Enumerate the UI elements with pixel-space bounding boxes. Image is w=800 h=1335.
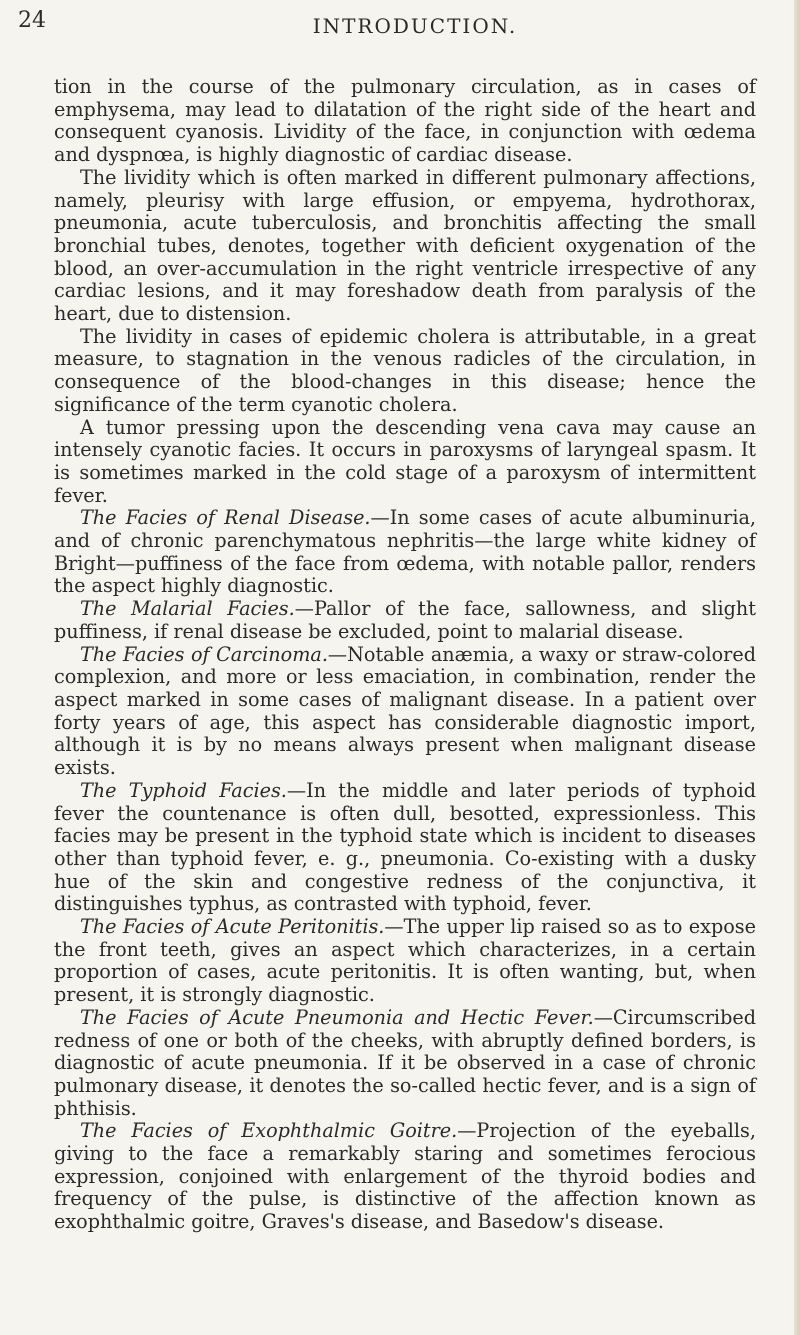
paragraph-text: —Pallor of the face, sallowness, and slight puffiness, if renal disease be excluded, point to malarial disease.: [54, 597, 756, 643]
paragraph-pneumonia-hectic: [54, 1007, 756, 1121]
paragraph-text: A tumor pressing upon the descending vena cava may cause an intensely cyanotic facies. It occurs in paroxysms of laryngeal spasm. It is sometimes marked in the cold stage of a paroxysm of intermittent fever.: [54, 415, 756, 507]
paragraph-text: —In some cases of acute albuminuria, and of chronic parenchymatous nephritis—the large white kidney of Bright—puffiness of the face from œdema, with notable pallor, renders the aspect highly diagnostic.: [54, 506, 756, 598]
page-number: 24: [18, 8, 46, 33]
page-edge: [794, 0, 800, 1335]
paragraph-text: The lividity in cases of epidemic cholera is attributable, in a great measure, to stagnation in the venous radicles of the circulation, in consequence of the blood-changes in this disease; hence the significance of the term cyanotic cholera.: [54, 324, 756, 416]
paragraph-text: —Projection of the eyeballs, giving to the face a remarkably staring and sometimes ferocious expression, conjoined with enlargement of the thyroid bodies and frequency of the pulse, is distinctive of the affection known as exophthalmic goitre, Graves's disease, and Basedow's disease.: [54, 1119, 756, 1234]
body-text: [54, 76, 756, 1234]
running-title: INTRODUCTION.: [312, 14, 518, 38]
section-heading: The Facies of Carcinoma.: [80, 642, 328, 666]
paragraph-exophthalmic-goitre: [54, 1120, 756, 1234]
paragraph-text: The lividity which is often marked in different pulmonary affections, namely, pleurisy with large effusion, or empyema, hydrothorax, pneumonia, acute tuberculosis, and bronchitis affecting the small bronchial tubes, denotes, together with deficient oxygenation of the blood, an over-accumulation in the right ventricle irrespective of any cardiac lesions, and it may foreshadow death from paralysis of the heart, due to distension.: [54, 165, 756, 326]
paragraph-renal-disease: [54, 507, 756, 598]
paragraph-pulmonary-lividity: [54, 167, 756, 326]
section-heading: The Facies of Acute Peritonitis.: [80, 915, 385, 939]
paragraph-typhoid: [54, 780, 756, 916]
section-heading: The Typhoid Facies.: [80, 778, 287, 802]
paragraph-malarial: [54, 598, 756, 643]
paragraph-continuation: [54, 76, 756, 167]
paragraph-cholera-lividity: [54, 326, 756, 417]
paragraph-text: —The upper lip raised so as to expose the front teeth, gives an aspect which characterizes, in a certain proportion of cases, acute peritonitis. It is often wanting, but, when present, it is strongly diagnostic.: [54, 915, 756, 1007]
paragraph-text: tion in the course of the pulmonary circulation, as in cases of emphysema, may lead to dilatation of the right side of the heart and consequent cyanosis. Lividity of the face, in conjunction with œdema and dyspnœa, is highly diagnostic of cardiac disease.: [54, 75, 756, 167]
section-heading: The Facies of Renal Disease.: [80, 506, 371, 530]
section-heading: The Facies of Exophthalmic Goitre.: [80, 1119, 458, 1143]
paragraph-tumor-cyanosis: [54, 417, 756, 508]
paragraph-carcinoma: [54, 644, 756, 780]
section-heading: The Facies of Acute Pneumonia and Hectic Fever.: [80, 1005, 594, 1029]
paragraph-text: —Notable anæmia, a waxy or straw-colored complexion, and more or less emaciation, in combination, render the aspect marked in some cases of malignant disease. In a patient over forty years of age, this aspect has considerable diagnostic import, although it is by no means always present when malignant disease exists.: [54, 642, 756, 780]
paragraph-text: —Circumscribed redness of one or both of the cheeks, with abruptly defined borders, is diagnostic of acute pneumonia. If it be observed in a case of chronic pulmonary disease, it denotes the so-called hectic fever, and is a sign of phthisis.: [54, 1005, 756, 1120]
paragraph-peritonitis: [54, 916, 756, 1007]
paragraph-text: —In the middle and later periods of typhoid fever the countenance is often dull, besotted, expressionless. This facies may be present in the typhoid state which is incident to diseases other than typhoid fever, e. g., pneumonia. Co-existing with a dusky hue of the skin and congestive redness of the conjunctiva, it distinguishes typhus, as contrasted with typhoid, fever.: [54, 778, 757, 916]
section-heading: The Malarial Facies.: [80, 597, 295, 621]
